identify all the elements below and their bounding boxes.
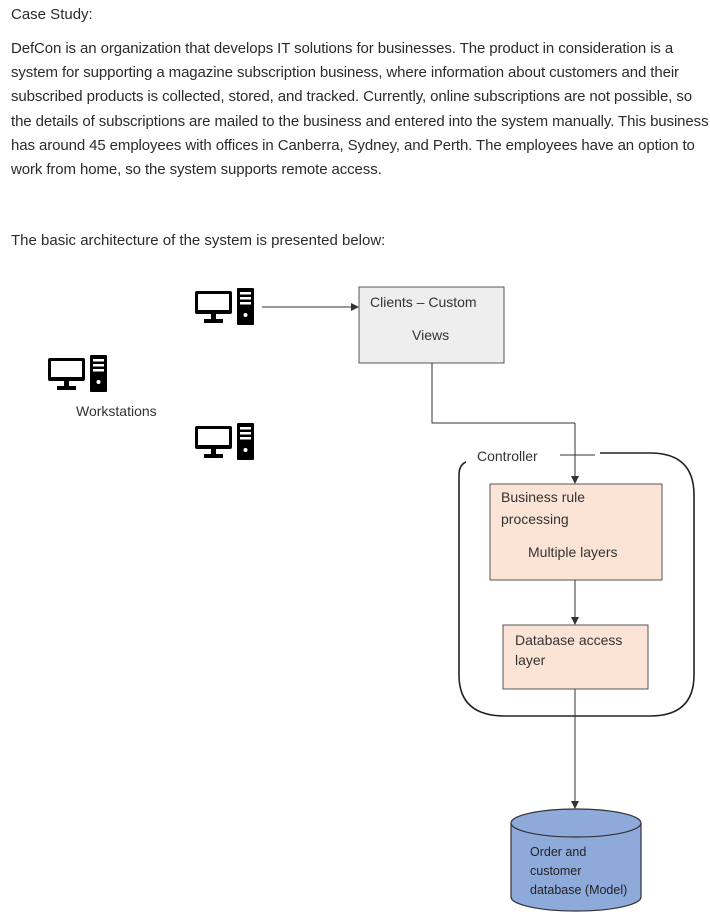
controller-label: Controller <box>477 448 538 464</box>
database-line1: Order and <box>530 845 587 859</box>
database-line2: customer <box>530 864 582 878</box>
workstation-computer-icon-top <box>195 288 254 325</box>
architecture-diagram <box>0 270 710 924</box>
database-access-line2: layer <box>515 652 546 668</box>
architecture-diagram-svg <box>0 270 710 924</box>
database-access-line1: Database access <box>515 632 623 648</box>
business-rule-line2: processing <box>501 511 569 527</box>
clients-box-line2: Views <box>412 327 450 343</box>
workstation-computer-icon-bottom <box>195 423 254 460</box>
case-study-description: DefCon is an organization that develops IT solutions for businesses. The product in consideration is a system for supporting a magazine subscription business, where information about customers and their subscribed products is collected, stored, and tracked. Currently, online subscriptions are not possible, so the details of subscriptions are mailed to the business and entered into the system manually. This business has around 45 employees with offices in Canberra, Sydney, and Perth. The employees have an option to work from home, so the system supports remote access. <box>11 40 709 179</box>
architecture-intro: The basic architecture of the system is presented below: <box>11 232 386 249</box>
workstation-computer-icon-left <box>48 355 107 392</box>
workstations-label: Workstations <box>76 403 157 419</box>
database-line3: database (Model) <box>530 883 628 897</box>
case-study-heading: Case Study: <box>11 6 93 23</box>
clients-to-controller-connector <box>432 363 575 423</box>
clients-box-line1: Clients – Custom <box>370 294 477 310</box>
business-rule-line3: Multiple layers <box>528 544 618 560</box>
business-rule-line1: Business rule <box>501 489 586 505</box>
